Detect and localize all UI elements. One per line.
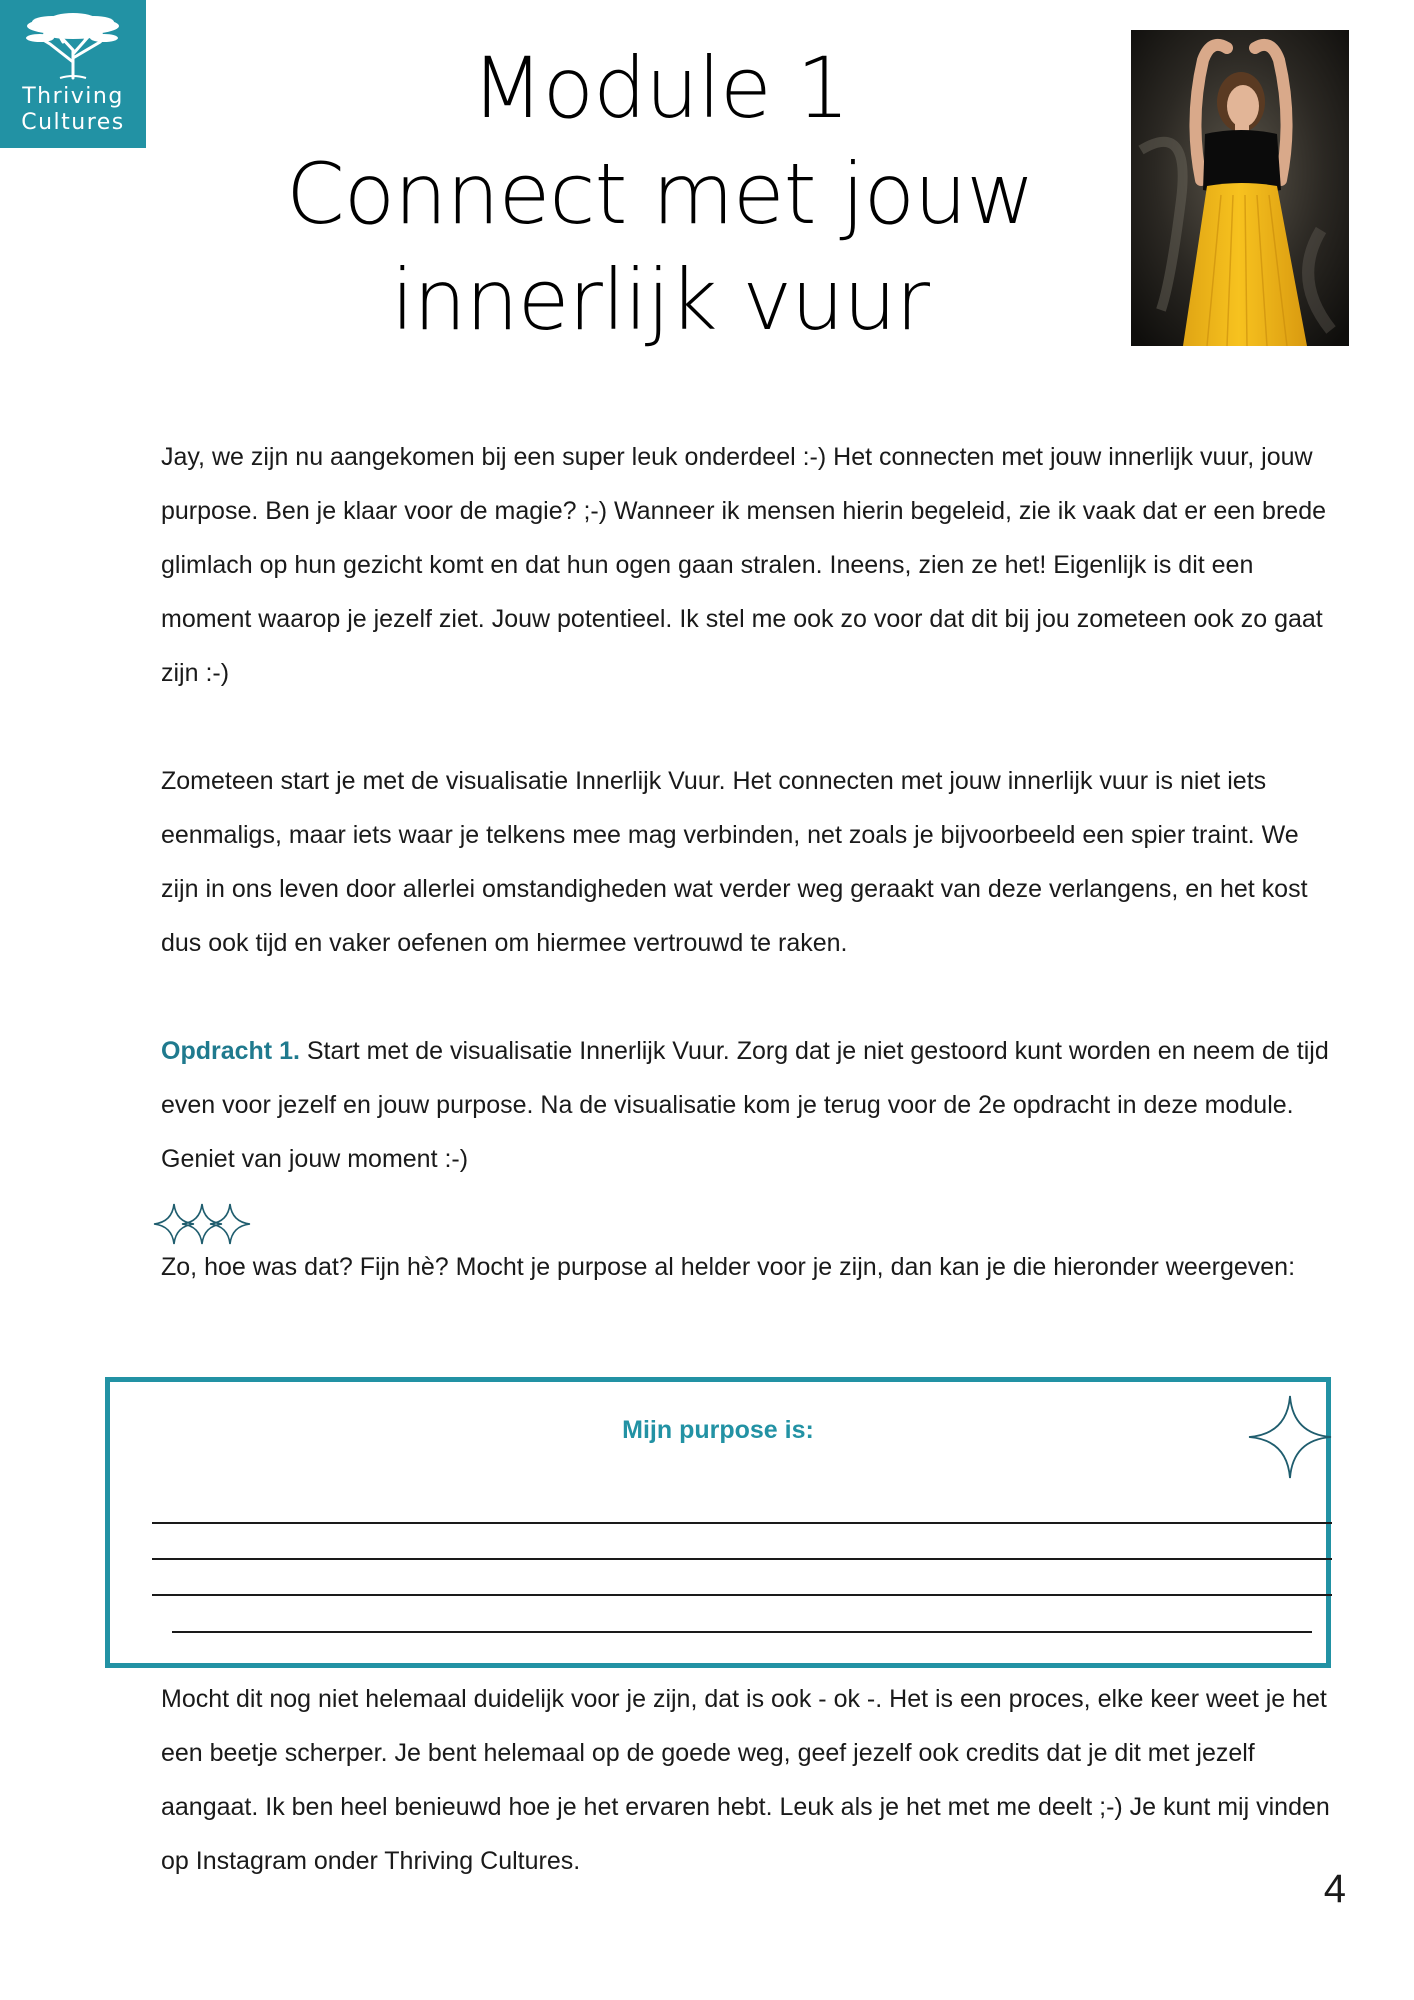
closing-paragraph: Mocht dit nog niet helemaal duidelijk voor je zijn, dat is ook - ok -. Het is een proces, elke keer weet je het een beetje scherper. Je bent helemaal op de goede weg, geef jezelf ook credits dat je dit met jezelf aangaat. Ik ben heel benieuwd hoe je het ervaren hebt. Leuk als je het met me deelt ;-) Je kunt mij vinden op Instagram onder Thriving Cultures. — [161, 1685, 1330, 1875]
brand-name-line2: Cultures — [21, 110, 125, 135]
brand-logo — [0, 0, 146, 148]
module-title-line3: innerlijk vuur — [390, 251, 930, 349]
assignment-label: Opdracht 1. — [161, 1037, 300, 1065]
purpose-label: Mijn purpose is: — [622, 1416, 814, 1444]
purpose-write-line[interactable] — [172, 1631, 1312, 1633]
visualisation-paragraph: Zometeen start je met de visualisatie Innerlijk Vuur. Het connecten met jouw innerlijk vuur is niet iets eenmaligs, maar iets waar je telkens mee mag verbinden, net zoals je bijvoorbeeld een spier traint. We zijn in ons leven door allerlei omstandigheden wat verder weg geraakt van deze verlangens, en het kost dus ook tijd en vaker oefenen om hiermee vertrouwd te raken. — [161, 767, 1308, 957]
assignment-text: Start met de visualisatie Innerlijk Vuur. Zorg dat je niet gestoord kunt worden en neem de tijd even voor jezelf en jouw purpose. Na de visualisatie kom je terug voor de 2e opdracht in deze module. Geniet van jouw moment :-) — [161, 1037, 1329, 1173]
woman-dancing-photo — [1131, 30, 1349, 346]
purpose-write-line[interactable] — [152, 1594, 1332, 1596]
acacia-tree-icon — [0, 0, 146, 86]
purpose-write-line[interactable] — [152, 1558, 1332, 1560]
purpose-box — [105, 1377, 1331, 1668]
page-number: 4 — [1323, 1867, 1346, 1911]
brand-name-line1: Thriving — [22, 84, 124, 109]
intro-paragraph: Jay, we zijn nu aangekomen bij een super leuk onderdeel :-) Het connecten met jouw innerlijk vuur, jouw purpose. Ben je klaar voor de magie? ;-) Wanneer ik mensen hierin begeleid, zie ik vaak dat er een brede glimlach op hun gezicht komt en dat hun ogen gaan stralen. Ineens, zien ze het! Eigenlijk is dit een moment waarop je jezelf ziet. Jouw potentieel. Ik stel me ook zo voor dat dit bij jou zometeen ook zo gaat zijn :-) — [161, 443, 1327, 687]
module-title-line1: Module 1 — [471, 39, 849, 137]
module-title-line2: Connect met jouw — [286, 145, 1034, 243]
question-paragraph: Zo, hoe was dat? Fijn hè? Mocht je purpose al helder voor je zijn, dan kan je die hieronder weergeven: — [161, 1253, 1296, 1281]
sparkle-star-icon — [1245, 1392, 1335, 1487]
assignment-paragraph — [161, 1024, 1331, 1186]
purpose-write-line[interactable] — [152, 1522, 1332, 1524]
